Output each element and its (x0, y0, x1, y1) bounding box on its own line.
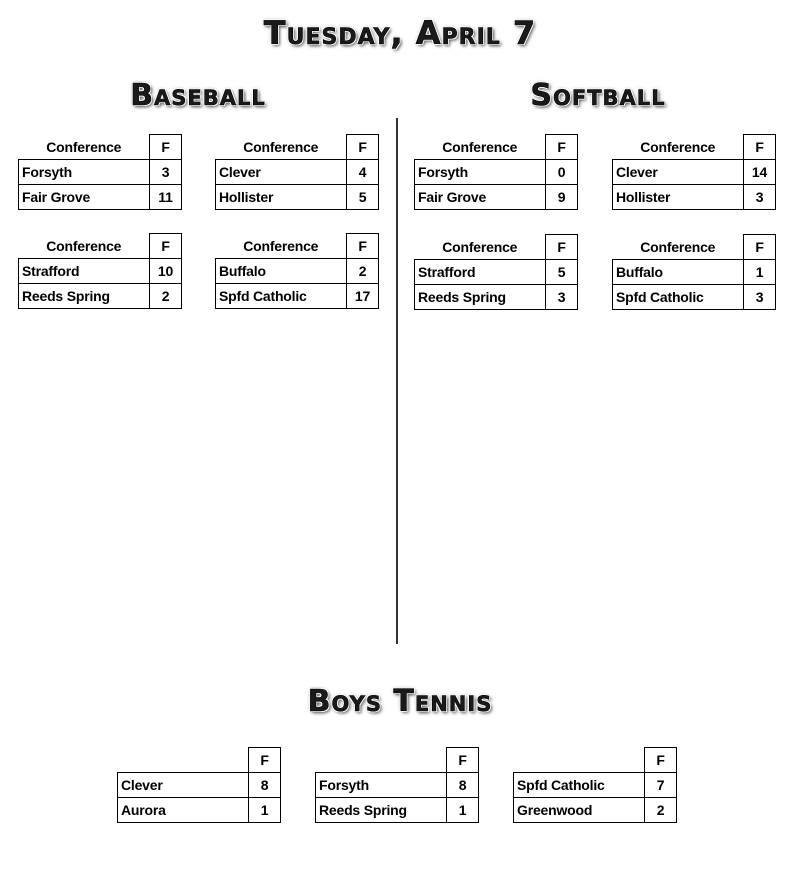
tennis-match-2 (315, 747, 479, 823)
team-name: Buffalo (613, 260, 744, 285)
team-name: Greenwood (514, 798, 645, 823)
team-score: 0 (546, 160, 578, 185)
team-score: 2 (347, 259, 379, 284)
team-name: Spfd Catholic (514, 773, 645, 798)
tennis-title: Boys Tennis (307, 684, 493, 719)
final-header: F (347, 135, 379, 160)
team-name: Clever (613, 160, 744, 185)
softball-title: Softball (530, 78, 666, 113)
final-header: F (744, 135, 776, 160)
team-score: 7 (645, 773, 677, 798)
tennis-match-3 (513, 747, 677, 823)
game-header: Conference (243, 138, 319, 155)
team-score: 3 (150, 160, 182, 185)
game-header: Conference (243, 237, 319, 254)
game-header (514, 748, 645, 773)
game-header: Conference (640, 238, 716, 255)
baseball-title: Baseball (130, 78, 266, 113)
section-divider (396, 118, 398, 644)
game-header (118, 748, 249, 773)
softball-game-2 (612, 134, 776, 210)
team-name: Clever (216, 160, 347, 185)
team-score: 17 (347, 284, 379, 309)
team-name: Clever (118, 773, 249, 798)
team-score: 5 (546, 260, 578, 285)
game-header: Conference (46, 237, 122, 254)
team-score: 4 (347, 160, 379, 185)
team-name: Reeds Spring (316, 798, 447, 823)
game-header: Conference (640, 138, 716, 155)
team-name: Fair Grove (19, 185, 150, 210)
game-header: Conference (442, 238, 518, 255)
softball-game-1 (414, 134, 578, 210)
team-name: Strafford (415, 260, 546, 285)
final-header: F (249, 748, 281, 773)
final-header: F (150, 234, 182, 259)
team-score: 2 (150, 284, 182, 309)
team-name: Fair Grove (415, 185, 546, 210)
team-score: 5 (347, 185, 379, 210)
team-name: Forsyth (415, 160, 546, 185)
final-header: F (645, 748, 677, 773)
game-header: Conference (442, 138, 518, 155)
final-header: F (744, 235, 776, 260)
team-name: Spfd Catholic (613, 285, 744, 310)
team-score: 3 (744, 285, 776, 310)
final-header: F (347, 234, 379, 259)
game-header: Conference (46, 138, 122, 155)
team-name: Spfd Catholic (216, 284, 347, 309)
team-name: Buffalo (216, 259, 347, 284)
team-score: 1 (249, 798, 281, 823)
softball-game-4 (612, 234, 776, 310)
baseball-game-2 (215, 134, 379, 210)
final-header: F (447, 748, 479, 773)
team-score: 9 (546, 185, 578, 210)
team-name: Forsyth (19, 160, 150, 185)
team-score: 14 (744, 160, 776, 185)
team-score: 3 (744, 185, 776, 210)
team-name: Strafford (19, 259, 150, 284)
team-score: 1 (744, 260, 776, 285)
team-score: 11 (150, 185, 182, 210)
team-score: 1 (447, 798, 479, 823)
baseball-game-4 (215, 233, 379, 309)
team-score: 8 (249, 773, 281, 798)
team-name: Aurora (118, 798, 249, 823)
team-name: Reeds Spring (415, 285, 546, 310)
baseball-game-3 (18, 233, 182, 309)
team-name: Hollister (613, 185, 744, 210)
team-name: Reeds Spring (19, 284, 150, 309)
final-header: F (546, 235, 578, 260)
team-score: 2 (645, 798, 677, 823)
team-score: 8 (447, 773, 479, 798)
final-header: F (546, 135, 578, 160)
team-name: Forsyth (316, 773, 447, 798)
tennis-match-1 (117, 747, 281, 823)
date-title: Tuesday, April 7 (263, 14, 537, 52)
baseball-game-1 (18, 134, 182, 210)
team-name: Hollister (216, 185, 347, 210)
final-header: F (150, 135, 182, 160)
team-score: 3 (546, 285, 578, 310)
game-header (316, 748, 447, 773)
softball-game-3 (414, 234, 578, 310)
team-score: 10 (150, 259, 182, 284)
